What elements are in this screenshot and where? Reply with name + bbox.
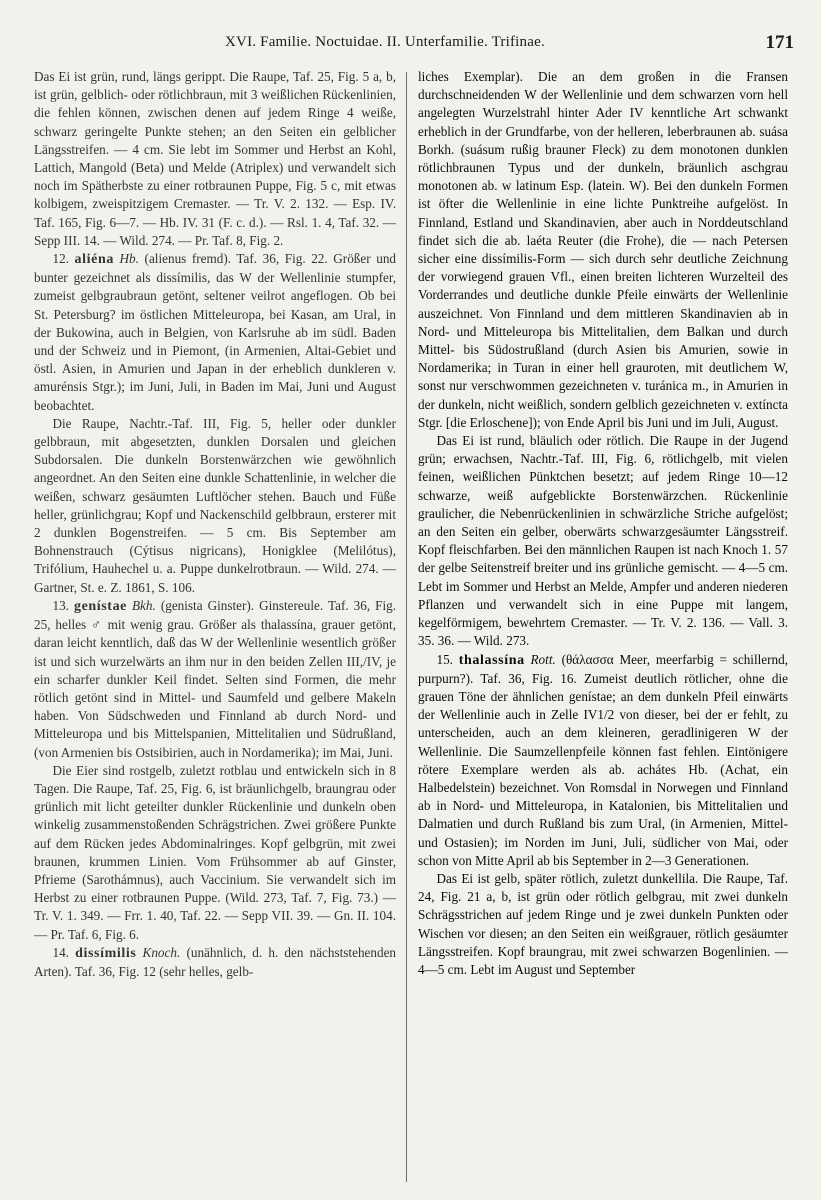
- page-number: 171: [765, 32, 794, 53]
- paragraph-aliena-caterpillar: Die Raupe, Nachtr.-Taf. III, Fig. 5, heller oder dunkler gelbbraun, mit abgesetzten, dunklen Dorsalen und gleichen Subdorsalen. Die dunkeln Borstenwärzchen wie gewöhnlich angeordnet. An den Seiten eine dunkle Schattenlinie, in welcher die weißen, schwarz gesäumten Luftlöcher stehen. Bauch und Füße heller, grünlichgrau; Kopf und Nackenschild gelbbraun, ersterer mit 2 dunklen Bogenstreifen. — 5 cm. Bis September am Bohnenstrauch (Cýtisus nigricans), Honigklee (Melilótus), Trifólium, Hauhechel u. a. Puppe dunkelrotbraun. — Wild. 274. — Gartner, St. e. Z. 1861, S. 106.: [34, 415, 396, 595]
- species-author: Bkh.: [132, 597, 156, 613]
- species-number: 12.: [52, 251, 69, 267]
- species-name: aliéna: [74, 252, 114, 268]
- species-name: dissímilis: [75, 945, 137, 961]
- column-divider: [406, 72, 407, 1182]
- species-entry-thalassina: [418, 651, 788, 870]
- species-number: 14.: [52, 944, 69, 960]
- paragraph-genistae-eggs: Die Eier sind rostgelb, zuletzt rotblau und entwickeln sich in 8 Tagen. Die Raupe, Taf. 25, Fig. 6, ist bräunlichgelb, braungrau oder grünlich mit licht geteilter dunkler Rückenlinie und dunkeln oben winkelig zusammenstoßenden Schrägstrichen. Zwei größere Punkte auf dem Rücken jedes Abdominalringes. Kopf gelbgrün, mit zwei braunen, krummen Linien. Vom Frühsommer ab auf Ginster, Pfrieme (Sarothámnus), auch Vaccinium. Sie verwandelt sich im Herbst zu einer rotbraunen Puppe. (Wild. 273, Taf. 7, Fig. 73.) — Tr. V. 1. 349. — Frr. 1. 40, Taf. 22. — Sepp VII. 39. — Gn. II. 104. — Pr. Taf. 6, Fig. 6.: [34, 762, 396, 942]
- running-header: [0, 34, 821, 58]
- right-column: [418, 68, 788, 1193]
- paragraph-dissimilis-egg: Das Ei ist rund, bläulich oder rötlich. Die Raupe in der Jugend grün; erwachsen, Nachtr.-Taf. III, Fig. 6, rötlichgelb, mit vielen feinen, weißlichen Pünktchen besetzt; auf jedem Ringe 10—12 schwarze, weiß aufgeblickte Borstenwärzchen. Rückenlinie graulicher, die Nebenrückenlinien in schwärzliche Striche aufgelöst; an den Seiten ein gelber, oberwärts schwarzgesäumter Längsstreif. Kopf fleischfarben. Bei den männlichen Raupen ist nach Knoch 1. 57 der gelbe Seitenstreif breiter und ins grünliche gemischt. — 4—5 cm. Lebt im Sommer und Herbst an Melde, Ampfer und anderen niederen Pflanzen und verwandelt sich in eine Puppe mit langem, kegelförmigem, bewehrtem Cremaster. — Tr. V. 2. 136. — Vall. 3. 35. 36. — Wild. 273.: [418, 433, 788, 649]
- paragraph-egg-caterpillar: Das Ei ist grün, rund, längs gerippt. Die Raupe, Taf. 25, Fig. 5 a, b, ist grün, gelblich- oder rötlichbraun, mit 3 weißlichen Rückenlinien, die fehlen können, zwischen denen auf jedem Ringe 4 weiße, schwarz geringelte Punkte stehen; an den Seiten ein gelblicher Längsstreifen. — 4 cm. Sie lebt im Sommer und Herbst an Kohl, Lattich, Mangold (Beta) und Melde (Atriplex) und verwandelt sich noch im Spätherbste zu einer rotbraunen Puppe, Fig. 5 c, mit etwas kolbigem, zweispitzigem Cremaster. — Tr. V. 2. 132. — Esp. IV. Taf. 165, Fig. 6—7. — Hb. IV. 31 (F. c. d.). — Rsl. 1. 4, Taf. 32. — Sepp III. 14. — Wild. 274. — Pr. Taf. 8, Fig. 2.: [34, 69, 396, 248]
- species-entry-genistae: [34, 597, 396, 762]
- species-number: 13.: [52, 597, 69, 613]
- paragraph-thalassina-egg: Das Ei ist gelb, später rötlich, zuletzt dunkellila. Die Raupe, Taf. 24, Fig. 21 a, b, ist grün oder rötlich gelbgrau, mit zwei dunkeln Schrägsstrichen auf jedem Ringe und je zwei dunkeln Punkten oder Wischen vor diesen; an den Seiten ein weißgrauer, rötlich gesäumter Längsstreifen. Kopf braungrau, mit zwei schwarzen Bogenlinien. — 4—5 cm. Lebt im August und September: [418, 870, 788, 977]
- species-name: genístae: [73, 598, 127, 614]
- species-description: (unähnlich, d. h. den nächststehenden Arten). Taf. 36, Fig. 12 (sehr helles, gelb-: [34, 944, 396, 979]
- species-description: (alienus fremd). Taf. 36, Fig. 22. Größer und bunter gezeichnet als dissímilis, das W der Wellenlinie stumpfer, zumeist gelbgraubraun getönt, seltener veilrot angeflogen. Ob bei St. Petersburg? im östlichen Mitteleuropa, bei Kasan, am Ural, in der Bukowina, auch in Belgien, von Karlsruhe ab im südl. Baden und der Schweiz und in Piemont, (in Armenien, Altai-Gebiet und östl. Asien, in Amurien und Japan in der erheblich dunkleren v. amurénsis Stgr.); im Juni, Juli, in Baden im Mai, Juni und August beobachtet.: [34, 251, 396, 413]
- species-author: Rott.: [530, 651, 556, 667]
- species-author: Hb.: [119, 251, 139, 267]
- left-column: [34, 68, 396, 1193]
- species-name: thalassína: [458, 652, 525, 668]
- species-number: 15.: [436, 651, 453, 667]
- running-title: XVI. Familie. Noctuidae. II. Unterfamilie. Trifinae.: [225, 34, 545, 50]
- species-entry-aliena: [34, 250, 396, 415]
- species-description: (θάλασσα Meer, meerfarbig = schillernd, purpurn?). Taf. 36, Fig. 16. Zumeist deutlich rötlicher, ohne die grauen Töne der ähnlichen genístae; an dem dunkeln Pfeil einwärts der Wellenlinie auch in Zelle IV1/2 von dieser, bei der er fehlt, zu unterscheiden, auch an dem kleineren, geradlinigeren W der Wellenlinie. Die Saumzellenpfeile können fast fehlen. Eintönigere rötere Exemplare werden als ab. achátes Hb. (Achat, ein Halbedelstein) bezeichnet. Von Romsdal in Norwegen und Finnland ab in Nord- und Mitteleuropa, in Katalonien, bis Mittelitalien und Dalmatien und durch Rußland bis zum Ural, (in Armenien, Mittel- und Ostasien); im Norden im Juni, Juli, südlicher von Mai, oder schon von Mitte April ab bis September in 2—3 Generationen.: [418, 651, 788, 868]
- species-description: (genista Ginster). Ginstereule. Taf. 36, Fig. 25, helles ♂ mit wenig grau. Größer als thalassína, grauer getönt, daran leicht kenntlich, daß das W der Wellenlinie wesentlich größer ist und sich wurzelwärts an ihm nur in den beiden Zellen III,/IV, je ein scharfer dunkler Keil findet. Selten sind Formen, die mehr rötlich getönt sind in Mittel- und Saumfeld und gelbere Makeln haben. Von Südschweden und Finnland ab durch Nord- und Mitteleuropa und bis Mittelspanien, Mittelitalien und Südrußland, (von Armenien bis Ostsibirien, auch in Nordamerika); im Mai, Juni.: [34, 597, 396, 760]
- species-entry-dissimilis: [34, 944, 396, 981]
- paragraph-dissimilis-continued: liches Exemplar). Die an dem großen in die Fransen durchschneidenden W der Wellenlinie und dem schwarzen vorn hell angelegten Wurzelstrahl hinter Ader IV kenntliche Art schwankt erheblich in der Grundfarbe, von der helleren, leberbraunen ab. suása Borkh. (suásum rußig brauner Fleck) zu dem monotonen dunklen rötlichbraunen Typus und der dunkeln, bräunlich aschgrau monotonen ab. w latinum Esp. (latein. W). Bei den dunkeln Formen ist öfter die Wellenlinie in eine lichte Punktreihe aufgelöst. In Finnland, Estland und Skandinavien, aber auch in Norddeutschland findet sich die ab. laéta Reuter (die Frohe), die — nach Petersen sicher eine dissímilis-Form — sich durch sehr deutliche Zeichnung der vorwiegend grauen Vfl., einen breiten lichteren Wurzelteil des Vorderrandes und deutliche dunkle Pfeile einwärts der Wellenlinie auszeichnet. Von Finnland und dem mittleren Skandinavien ab in Nord- und Mitteleuropa bis Mittelitalien, dem Balkan und durch Mittel- bis Südostrußland (durch Asien bis Amurien, sowie in Nordamerika; in Turan in einer hell grauroten, mit deutlichem W, sonst nur verschwommen gezeichneten v. turánica m., in Amurien in der dunkeln, nicht weißlich, sondern gelblich gezeichneten v. extíncta Stgr. [die Erloschene]); von Ende April bis Juni und im Juli, August.: [418, 69, 788, 430]
- species-author: Knoch.: [142, 944, 181, 960]
